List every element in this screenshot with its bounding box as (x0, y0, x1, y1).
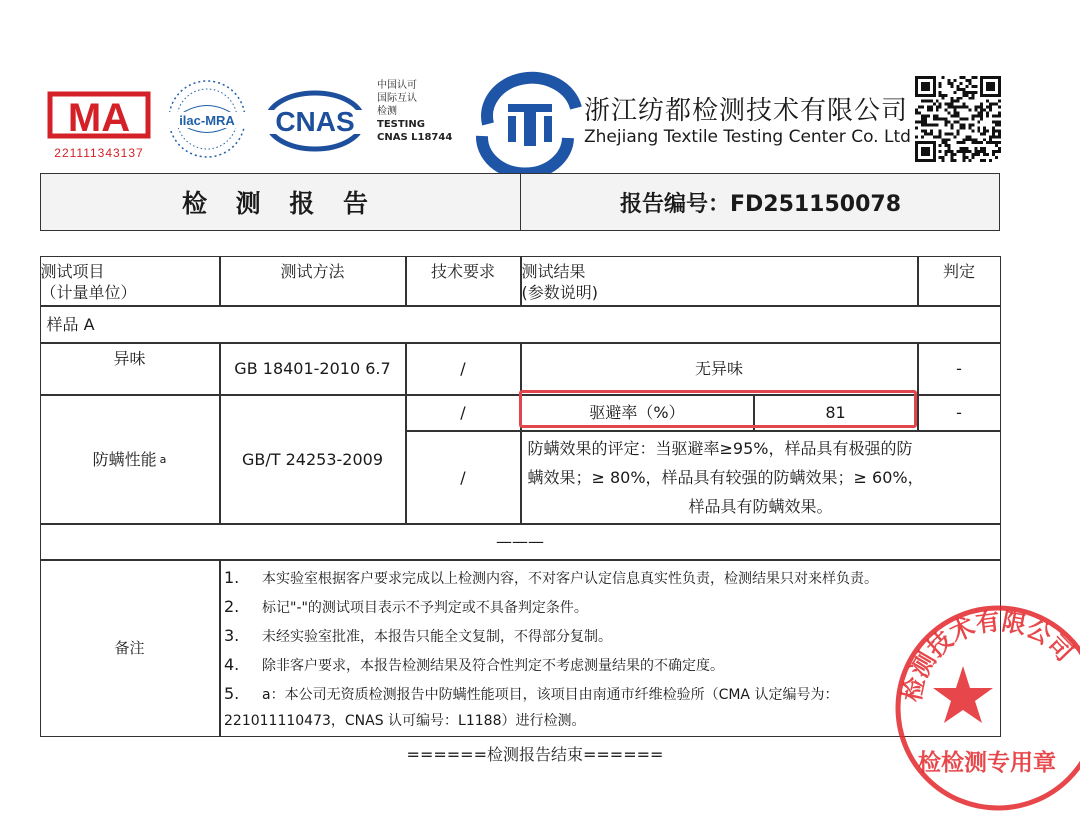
row-odor-method: GB 18401-2010 6.7 (220, 343, 406, 395)
seal-text-bottom: 检检测专用章 (918, 750, 1056, 776)
sample-label: 样品 A (40, 306, 1001, 343)
result-highlight-box (519, 390, 917, 428)
header-test-result (521, 256, 918, 306)
row-evaluation-requirement: / (406, 431, 521, 524)
row-odor-judgement: - (918, 343, 1001, 395)
seal-star-icon (933, 666, 993, 723)
row-antimite-item-text: 防螨性能 (92, 449, 157, 469)
cnas-line: 国际互认 (377, 93, 417, 104)
row-evaluation-result (521, 431, 1001, 524)
row-antimite-item (40, 395, 220, 524)
header-requirement: 技术要求 (406, 256, 521, 306)
report-end-marker: ======检测报告结束====== (406, 745, 664, 764)
company-seal-stamp (890, 598, 1080, 818)
remark-item: 5. a：本公司无资质检测报告中防螨性能项目，该项目由南通市纤维检验所（CMA 认定编号为： (224, 684, 839, 703)
cnas-line: CNAS L18744 (377, 132, 453, 143)
evaluation-line-1: 防螨效果的评定：当驱避率≥95%，样品具有极强的防 (527, 438, 913, 458)
row-repellency-judgement: - (918, 395, 1001, 431)
remark-item: 4. 除非客户要求，本报告检测结果及符合性判定不考虑测量结果的不确定度。 (224, 655, 724, 674)
row-repellency-value: 81 (754, 395, 918, 431)
evaluation-line-2: 螨效果；≥ 80%，样品具有较强的防螨效果；≥ 60%， (527, 467, 924, 487)
ilac-label: ilac-MRA (179, 113, 235, 128)
header-test-method: 测试方法 (220, 256, 406, 306)
header-test-item (40, 256, 220, 306)
header-test-item-line2: （计量单位） (40, 282, 137, 302)
cnas-line: 检测 (377, 106, 397, 117)
header-test-result-line2: (参数说明) (521, 282, 598, 302)
qr-code-icon (915, 76, 1001, 162)
remark-item: 2. 标记"-"的测试项目表示不予判定或不具备判定条件。 (224, 597, 588, 616)
row-odor-item: 异味 (40, 343, 220, 395)
remarks-label: 备注 (40, 560, 220, 737)
cnas-line: TESTING (377, 119, 425, 130)
row-odor-result: 无异味 (521, 343, 918, 395)
report-number: 报告编号：FD251150078 (619, 191, 902, 217)
table-separator: ——— (40, 524, 1001, 560)
company-name-en: Zhejiang Textile Testing Center Co. Ltd (584, 127, 911, 147)
report-title: 检 测 报 告 (40, 173, 521, 231)
cnas-accreditation-text (377, 79, 477, 144)
row-odor-requirement: / (406, 343, 521, 395)
cma-letters: MA (67, 96, 131, 140)
remark-item-continuation: 221011110473，CNAS 认可编号：L1188）进行检测。 (224, 713, 586, 729)
header-judgement: 判定 (918, 256, 1001, 306)
cnas-logo (262, 88, 368, 154)
row-repellency-param: 驱避率（%） (521, 395, 754, 431)
cma-number: 221111343137 (54, 146, 144, 160)
evaluation-line-3: 样品具有防螨效果。 (688, 496, 833, 516)
row-antimite-method: GB/T 24253-2009 (220, 395, 406, 524)
row-repellency-requirement: / (406, 395, 521, 431)
company-logo (478, 80, 582, 160)
cnas-line: 中国认可 (377, 80, 417, 91)
header-test-item-line1: 测试项目 (40, 261, 105, 281)
seal-text-top: 检测技术有限公司 (897, 607, 1079, 705)
company-name-cn: 浙江纺都检测技术有限公司 (584, 96, 909, 126)
remark-item: 1. 本实验室根据客户要求完成以上检测内容，不对客户认定信息真实性负责，检测结果只对来样负责。 (224, 568, 878, 587)
ilac-mra-logo (162, 74, 252, 164)
remarks-list (220, 560, 1000, 737)
row-antimite-footnote-mark: a (159, 452, 167, 466)
header-test-result-line1: 测试结果 (521, 261, 586, 281)
remark-item: 3. 未经实验室批准，本报告只能全文复制，不得部分复制。 (224, 626, 612, 645)
cma-logo (40, 84, 158, 162)
cnas-label: CNAS (275, 106, 355, 137)
